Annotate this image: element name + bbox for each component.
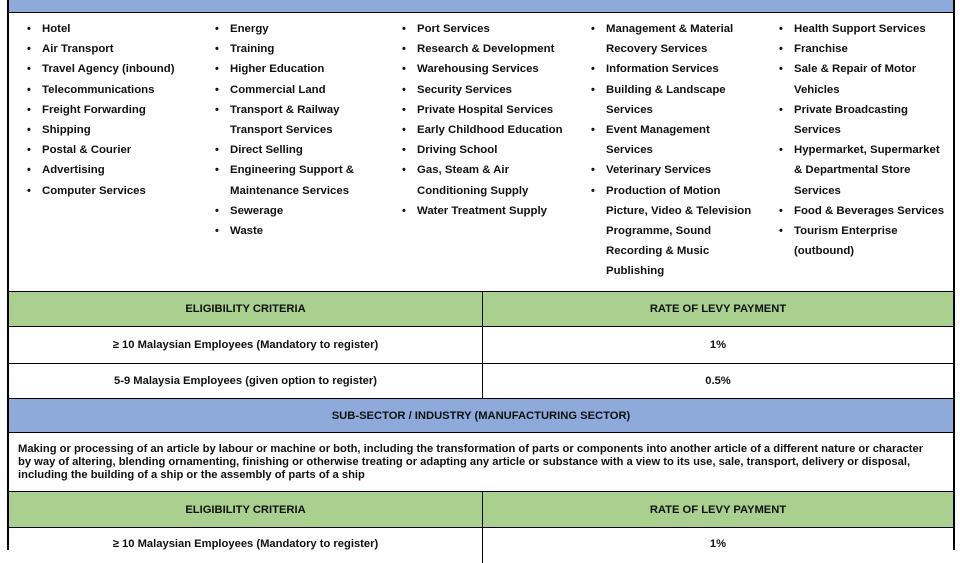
list-item-continuation: Picture, Video & Television [606, 204, 752, 217]
manufacturing-levy-header-row [9, 491, 953, 527]
list-item: • Sale & Repair of Motor [777, 59, 944, 79]
manufacturing-header-row [9, 398, 953, 432]
list-item: • Commercial Land [213, 80, 354, 100]
sector-column-5 [777, 19, 944, 261]
sector-column-4 [589, 19, 751, 282]
list-item: • Early Childhood Education [400, 120, 563, 140]
list-item-continuation: Maintenance Services [230, 184, 350, 197]
list-item: • Veterinary Services [589, 160, 751, 180]
criteria-cell: ≥ 10 Malaysian Employees (Mandatory to register) [112, 339, 379, 351]
sector-column-2 [213, 19, 354, 241]
list-item: • Tourism Enterprise [777, 221, 944, 241]
sub-sector-header-band [9, 0, 953, 13]
description-line: including the building of a ship or the assembly of parts of a ship [18, 469, 365, 482]
table-row [9, 326, 953, 363]
list-item: • Private Broadcasting [777, 100, 944, 120]
list-item: • Telecommunications [25, 80, 174, 100]
list-item: • Water Treatment Supply [400, 201, 563, 221]
list-item: • Sewerage [213, 201, 354, 221]
list-item-continuation: (outbound) [794, 245, 855, 258]
list-item: • Direct Selling [213, 140, 354, 160]
list-item: • Warehousing Services [400, 59, 563, 79]
list-item: • Gas, Steam & Air [400, 160, 563, 180]
list-item: • Information Services [589, 59, 751, 79]
list-item: • Engineering Support & [213, 160, 354, 180]
eligibility-criteria-header: ELIGIBILITY CRITERIA [185, 303, 306, 315]
list-item: • Postal & Courier [25, 140, 174, 160]
rate-cell: 1% [482, 528, 953, 563]
list-item: • Computer Services [25, 181, 174, 201]
list-item: • Energy [213, 19, 354, 39]
list-item: • Health Support Services [777, 19, 944, 39]
list-item-continuation: Publishing [606, 265, 665, 278]
levy-rate-header: RATE OF LEVY PAYMENT [482, 292, 953, 326]
list-item-continuation: Services [606, 103, 653, 116]
description-line: Making or processing of an article by labour or machine or both, including the transformation of parts or components into another article of a different nature or character [18, 443, 924, 455]
manufacturing-description [18, 443, 948, 483]
list-item: • Freight Forwarding [25, 100, 174, 120]
description-line: by way of altering, blending ornamenting, finishing or otherwise treating or adapting any article or substance with a view to its use, sale, transport, delivery or disposal, [18, 456, 911, 469]
list-item: • Franchise [777, 39, 944, 59]
rate-cell: 1% [482, 327, 953, 363]
list-item-continuation: Conditioning Supply [417, 184, 529, 197]
list-item: • Driving School [400, 140, 563, 160]
list-item: • Transport & Railway [213, 100, 354, 120]
list-item: • Air Transport [25, 39, 174, 59]
list-item: • Food & Beverages Services [777, 201, 944, 221]
list-item: • Waste [213, 221, 354, 241]
list-item: • Shipping [25, 120, 174, 140]
list-item-continuation: & Departmental Store [794, 164, 911, 177]
rate-cell: 0.5% [482, 364, 953, 398]
list-item: • Management & Material [589, 19, 751, 39]
list-item-continuation: Transport Services [230, 124, 333, 137]
list-item-continuation: Programme, Sound [606, 225, 712, 238]
list-item: • Hotel [25, 19, 174, 39]
list-item: • Production of Motion [589, 181, 751, 201]
list-item-continuation: Recording & Music [606, 245, 710, 258]
list-item: • Advertising [25, 160, 174, 180]
list-item: • Travel Agency (inbound) [25, 59, 174, 79]
list-item-continuation: Services [606, 144, 653, 157]
criteria-cell: ≥ 10 Malaysian Employees (Mandatory to register) [112, 538, 379, 550]
list-item: • Research & Development [400, 39, 563, 59]
list-item: • Hypermarket, Supermarket [777, 140, 944, 160]
table-row [9, 527, 953, 563]
sector-column-3 [400, 19, 563, 221]
table-row [9, 363, 953, 398]
sector-column-1 [25, 19, 174, 201]
eligibility-criteria-header: ELIGIBILITY CRITERIA [185, 503, 306, 516]
levy-rate-header: RATE OF LEVY PAYMENT [482, 492, 953, 527]
list-item-continuation: Vehicles [794, 83, 840, 96]
list-item: • Training [213, 39, 354, 59]
list-item-continuation: Services [794, 184, 841, 197]
list-item: • Port Services [400, 19, 563, 39]
list-item: • Private Hospital Services [400, 100, 563, 120]
list-item: • Higher Education [213, 59, 354, 79]
list-item-continuation: Recovery Services [606, 43, 708, 56]
list-item: • Building & Landscape [589, 80, 751, 100]
list-item: • Security Services [400, 80, 563, 100]
list-item-continuation: Services [794, 124, 841, 137]
services-levy-header-row [9, 291, 953, 326]
criteria-cell: 5-9 Malaysia Employees (given option to register) [114, 375, 377, 387]
list-item: • Event Management [589, 120, 751, 140]
manufacturing-section-title: SUB-SECTOR / INDUSTRY (MANUFACTURING SECTOR) [331, 409, 631, 422]
